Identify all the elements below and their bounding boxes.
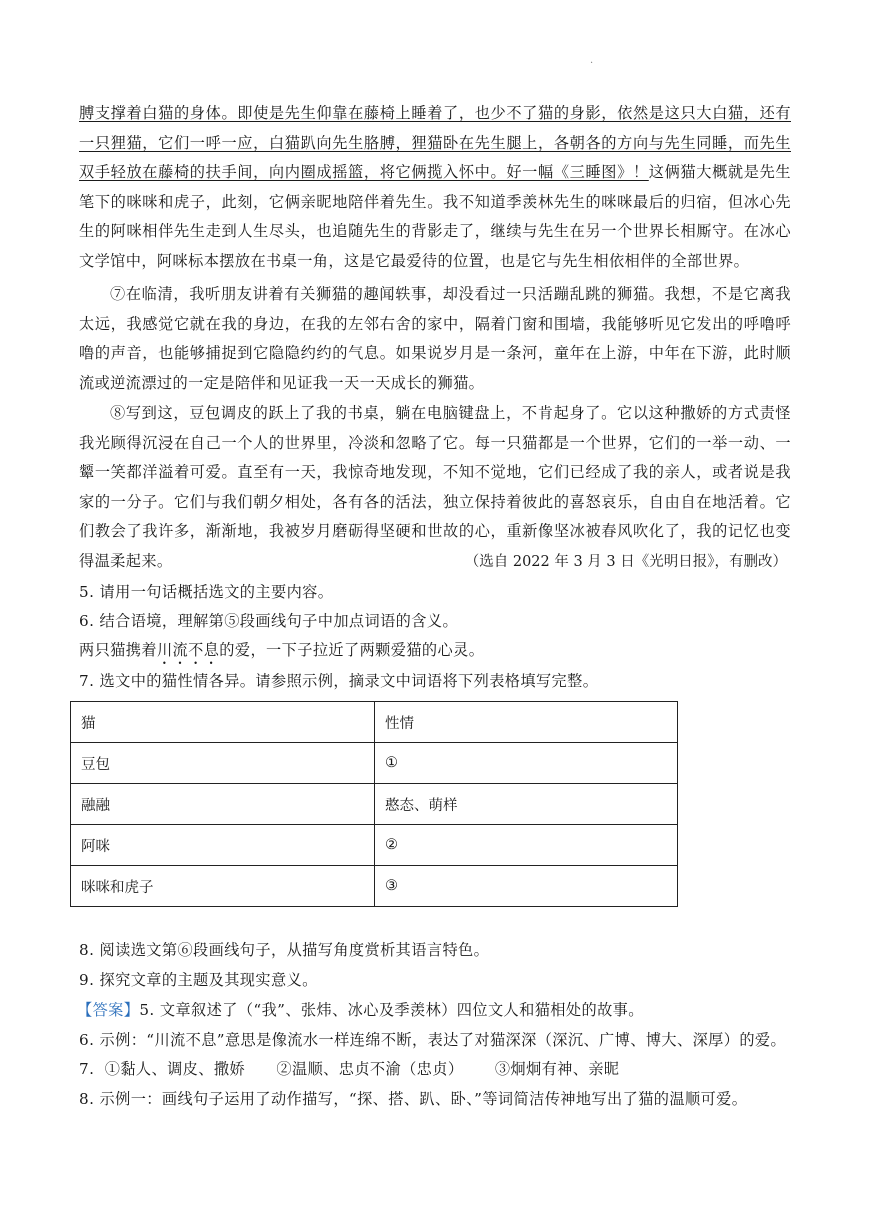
table-cell: 融融 xyxy=(71,784,375,825)
source-citation: （选自 2022 年 3 月 3 日《光明日报》，有删改） xyxy=(464,554,787,570)
q6-dotted-words: 川流不息 xyxy=(156,641,220,659)
question-9: 9. 探究文章的主题及其现实意义。 xyxy=(79,971,318,989)
cat-temperament-table xyxy=(70,701,678,907)
question-6-sentence xyxy=(79,636,484,668)
underlined-sentence: 膊支撑着白猫的身体。即使是先生仰靠在藤椅上睡着了，也少不了猫的身影，依然是这只大白猫，还有一只狸猫，它们一呼一应，白猫趴向先生胳膊，狸猫卧在先生腿上，各朝各的方向与先生同睡，而先生双手轻放在藤椅的扶手间，向内圈成摇篮，将它俩揽入怀中。好一幅《三睡图》！ xyxy=(79,104,791,182)
answer-5-text: 5. 文章叙述了（“我”、张炜、冰心及季羡林）四位文人和猫相处的故事。 xyxy=(139,1001,644,1019)
paragraph-6 xyxy=(79,99,791,277)
answer-8: 8. 示例一：画线句子运用了动作描写，“探、搭、趴、卧、”等词简洁传神地写出了猫的温顺可爱。 xyxy=(79,1090,748,1108)
paragraph-6-rest: 这俩猫大概就是先生笔下的咪咪和虎子，此刻，它俩亲昵地陪伴着先生。我不知道季羡林先生的咪咪最后的归宿，但冰心先生的阿咪相伴先生走到人生尽头，也追随先生的背影走了，继续与先生在另一个世界长相厮守。在冰心文学馆中，阿咪标本摆放在书桌一角，这是它最爱待的位置，也是它与先生相依相伴的全部世界。 xyxy=(79,163,791,270)
table-cell: ② xyxy=(375,825,678,866)
table-cell: ③ xyxy=(375,866,678,907)
paragraph-7: ⑦在临清，我听朋友讲着有关狮猫的趣闻轶事，却没看过一只活蹦乱跳的狮猫。我想，不是它离我太远，我感觉它就在我的身边，在我的左邻右舍的家中，隔着门窗和围墙，我能够听见它发出的呼噜呼噜的声音，也能够捕捉到它隐隐约约的气息。如果说岁月是一条河，童年在上游，中年在下游，此时顺流或逆流漂过的一定是陪伴和见证我一天一天成长的狮猫。 xyxy=(79,285,791,392)
question-5: 5. 请用一句话概括选文的主要内容。 xyxy=(79,583,334,601)
paragraph-8: ⑧写到这，豆包调皮的跃上了我的书桌，躺在电脑键盘上，不肯起身了。它以这种撒娇的方式责怪我光顾得沉浸在自己一个人的世界里，冷淡和忽略了它。每一只猫都是一个世界，它们的一举一动、一颦一笑都洋溢着可爱。直至有一天，我惊奇地发现，不知不觉地，它们已经成了我的亲人，或者说是我家的一分子。它们与我们朝夕相处，各有各的活法，独立保持着彼此的喜怒哀乐，自由自在地活着。它们教会了我许多，渐渐地，我被岁月磨砺得坚硬和世故的心，重新像坚冰被春风吹化了，我的记忆也变得温柔起来。 xyxy=(79,404,791,570)
answer-6: 6. 示例：“川流不息”意思是像流水一样连绵不断，表达了对猫深深（深沉、广博、博大、深厚）的爱。 xyxy=(79,1031,787,1049)
question-7: 7. 选文中的猫性情各异。请参照示例，摘录文中词语将下列表格填写完整。 xyxy=(79,672,599,690)
table-cell: ① xyxy=(375,743,678,784)
q6-before: 两只猫携着 xyxy=(79,641,157,659)
table-header-row xyxy=(71,702,678,743)
question-8: 8. 阅读选文第⑥段画线句子，从描写角度赏析其语言特色。 xyxy=(79,941,490,959)
page-mark: · xyxy=(590,58,594,69)
table-cell: 阿咪 xyxy=(71,825,375,866)
table-row xyxy=(71,743,678,784)
table-row xyxy=(71,866,678,907)
answer-5 xyxy=(77,996,644,1024)
table-header-cell: 猫 xyxy=(71,702,375,743)
answer-7: 7. ①黏人、调皮、撒娇 ②温顺、忠贞不渝（忠贞） ③炯炯有神、亲昵 xyxy=(79,1060,620,1078)
table-cell: 豆包 xyxy=(71,743,375,784)
question-6: 6. 结合语境，理解第⑤段画线句子中加点词语的含义。 xyxy=(79,612,459,630)
table-header-cell: 性情 xyxy=(375,702,678,743)
table-cell: 憨态、萌样 xyxy=(375,784,678,825)
table-cell: 咪咪和虎子 xyxy=(71,866,375,907)
answer-tag: 【答案】 xyxy=(77,1001,140,1019)
q6-after: 的爱，一下子拉近了两颗爱猫的心灵。 xyxy=(219,641,485,659)
table-row xyxy=(71,784,678,825)
table-row xyxy=(71,825,678,866)
